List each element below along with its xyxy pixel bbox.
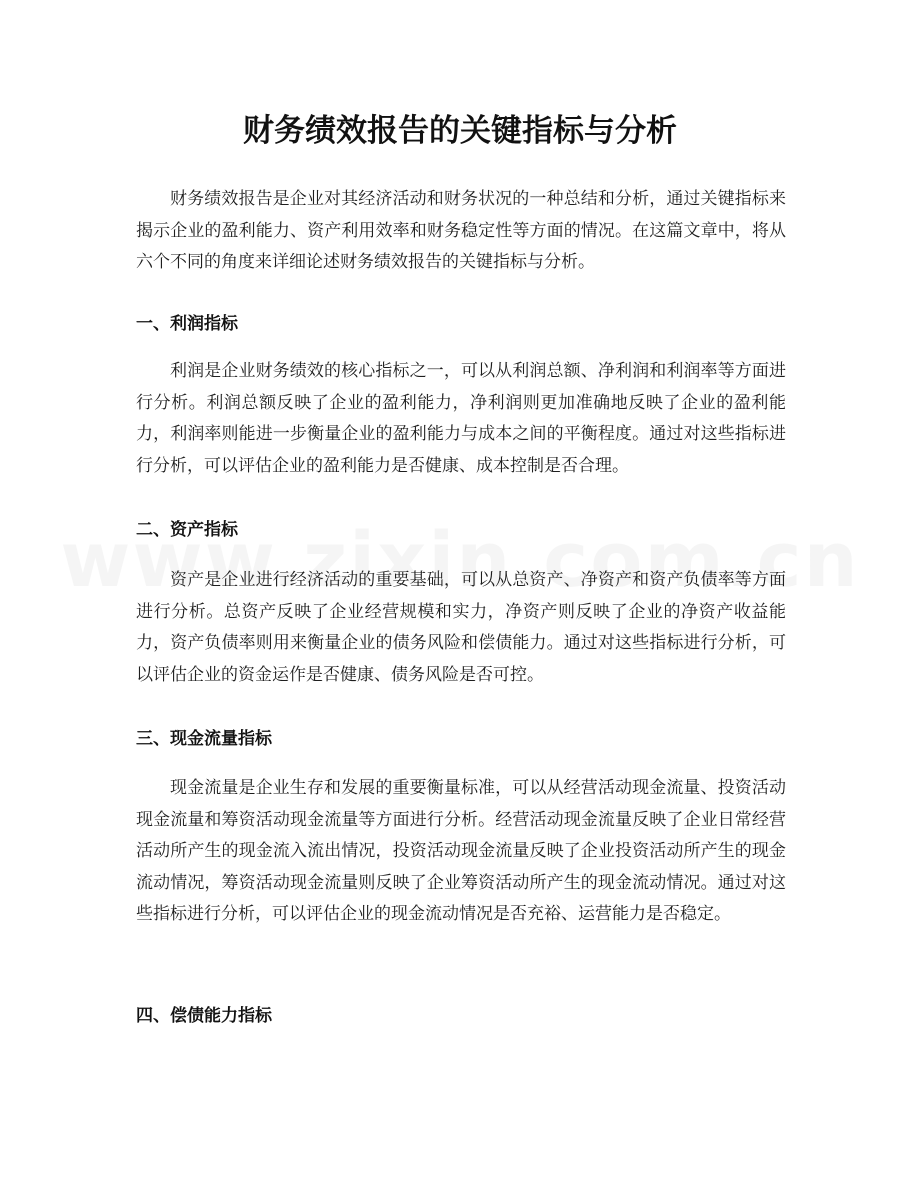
intro-paragraph: 财务绩效报告是企业对其经济活动和财务状况的一种总结和分析，通过关键指标来揭示企业的盈利能力、资产利用效率和财务稳定性等方面的情况。在这篇文章中，将从六个不同的角度来详细论述财务绩效报告的关键指标与分析。 [136,189,786,272]
section-heading-assets: 二、资产指标 [136,520,238,540]
section-heading-profit: 一、利润指标 [136,314,238,334]
section-heading-cashflow: 三、现金流量指标 [136,729,272,749]
page-title: 财务绩效报告的关键指标与分析 [243,113,677,149]
section-body-cashflow: 现金流量是企业生存和发展的重要衡量标准，可以从经营活动现金流量、投资活动现金流量和筹资活动现金流量等方面进行分析。经营活动现金流量反映了企业日常经营活动所产生的现金流入流出情况，投资活动现金流量反映了企业投资活动所产生的现金流动情况，筹资活动现金流量则反映了企业筹资活动所产生的现金流动情况。通过对这些指标进行分析，可以评估企业的现金流动情况是否充裕、运营能力是否稳定。 [136,778,786,924]
section-body-assets: 资产是企业进行经济活动的重要基础，可以从总资产、净资产和资产负债率等方面进行分析。总资产反映了企业经营规模和实力，净资产则反映了企业的净资产收益能力，资产负债率则用来衡量企业的债务风险和偿债能力。通过对这些指标进行分析，可以评估企业的资金运作是否健康、债务风险是否可控。 [136,570,786,685]
section-body-profit: 利润是企业财务绩效的核心指标之一，可以从利润总额、净利润和利润率等方面进行分析。利润总额反映了企业的盈利能力，净利润则更加准确地反映了企业的盈利能力，利润率则能进一步衡量企业的盈利能力与成本之间的平衡程度。通过对这些指标进行分析，可以评估企业的盈利能力是否健康、成本控制是否合理。 [136,361,786,476]
section-heading-solvency: 四、偿债能力指标 [136,1006,272,1026]
